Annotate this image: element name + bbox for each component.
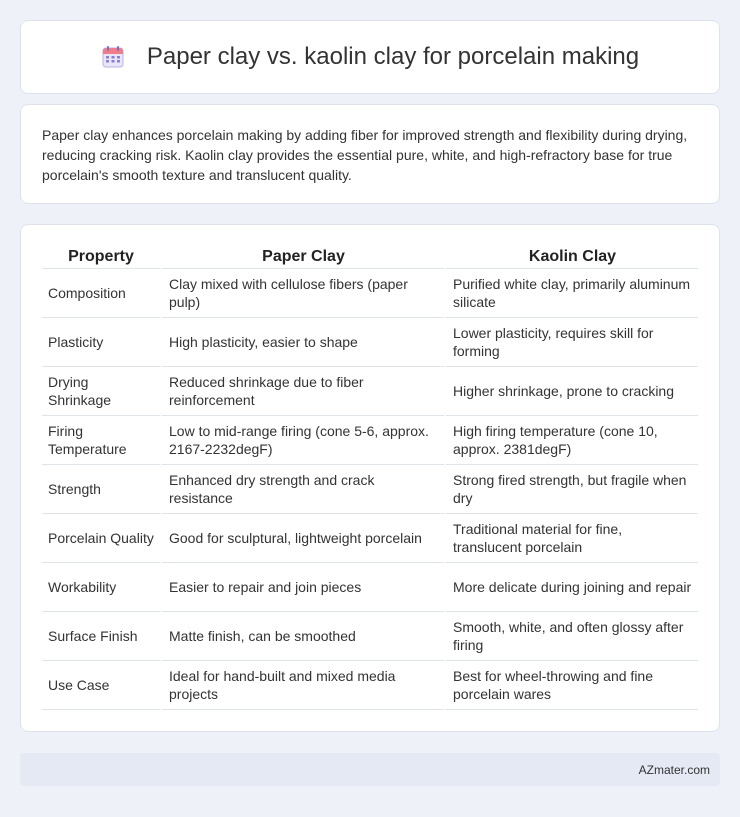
row-paper-clay: Good for sculptural, lightweight porcelain: [160, 514, 444, 563]
row-kaolin-clay: More delicate during joining and repair: [444, 563, 698, 612]
row-property: Composition: [42, 269, 160, 318]
row-paper-clay: Enhanced dry strength and crack resistance: [160, 465, 444, 514]
row-paper-clay: Ideal for hand-built and mixed media projects: [160, 661, 444, 710]
table-header-row: [42, 245, 698, 269]
footer-site-link[interactable]: AZmater.com: [638, 762, 710, 777]
table-row: [42, 563, 698, 612]
row-property: Porcelain Quality: [42, 514, 160, 563]
row-paper-clay: Easier to repair and join pieces: [160, 563, 444, 612]
header-property: Property: [42, 245, 160, 269]
row-property: Plasticity: [42, 318, 160, 367]
row-paper-clay: Matte finish, can be smoothed: [160, 612, 444, 661]
intro-card: [20, 104, 720, 204]
page-title: Paper clay vs. kaolin clay for porcelain making: [146, 43, 640, 70]
row-kaolin-clay: Smooth, white, and often glossy after firing: [444, 612, 698, 661]
row-property: Use Case: [42, 661, 160, 710]
row-property: Firing Temperature: [42, 416, 160, 465]
header-paper-clay: Paper Clay: [160, 245, 444, 269]
title-card: [20, 20, 720, 94]
table-row: [42, 514, 698, 563]
row-kaolin-clay: Best for wheel-throwing and fine porcelain wares: [444, 661, 698, 710]
table-row: [42, 465, 698, 514]
row-property: Drying Shrinkage: [42, 367, 160, 416]
intro-text: Paper clay enhances porcelain making by adding fiber for improved strength and flexibility during drying, reducing cracking risk. Kaolin clay provides the essential pure, white, and high-refractory base for true porcelain's smooth texture and translucent quality.: [42, 127, 688, 183]
row-kaolin-clay: Traditional material for fine, translucent porcelain: [444, 514, 698, 563]
row-kaolin-clay: Lower plasticity, requires skill for forming: [444, 318, 698, 367]
row-property: Strength: [42, 465, 160, 514]
table-row: [42, 318, 698, 367]
table-row: [42, 612, 698, 661]
comparison-table: [42, 245, 698, 710]
row-kaolin-clay: Purified white clay, primarily aluminum silicate: [444, 269, 698, 318]
row-property: Surface Finish: [42, 612, 160, 661]
row-paper-clay: Low to mid-range firing (cone 5-6, approx. 2167-2232degF): [160, 416, 444, 465]
table-row: [42, 269, 698, 318]
table-row: [42, 416, 698, 465]
row-kaolin-clay: High firing temperature (cone 10, approx. 2381degF): [444, 416, 698, 465]
table-row: [42, 661, 698, 710]
row-property: Workability: [42, 563, 160, 612]
row-kaolin-clay: Higher shrinkage, prone to cracking: [444, 367, 698, 416]
row-paper-clay: High plasticity, easier to shape: [160, 318, 444, 367]
row-paper-clay: Reduced shrinkage due to fiber reinforcement: [160, 367, 444, 416]
row-paper-clay: Clay mixed with cellulose fibers (paper pulp): [160, 269, 444, 318]
table-row: [42, 367, 698, 416]
table-card: [20, 224, 720, 732]
row-kaolin-clay: Strong fired strength, but fragile when dry: [444, 465, 698, 514]
footer-bar: [20, 753, 720, 786]
header-kaolin-clay: Kaolin Clay: [444, 245, 698, 269]
calendar-icon: [101, 45, 125, 69]
